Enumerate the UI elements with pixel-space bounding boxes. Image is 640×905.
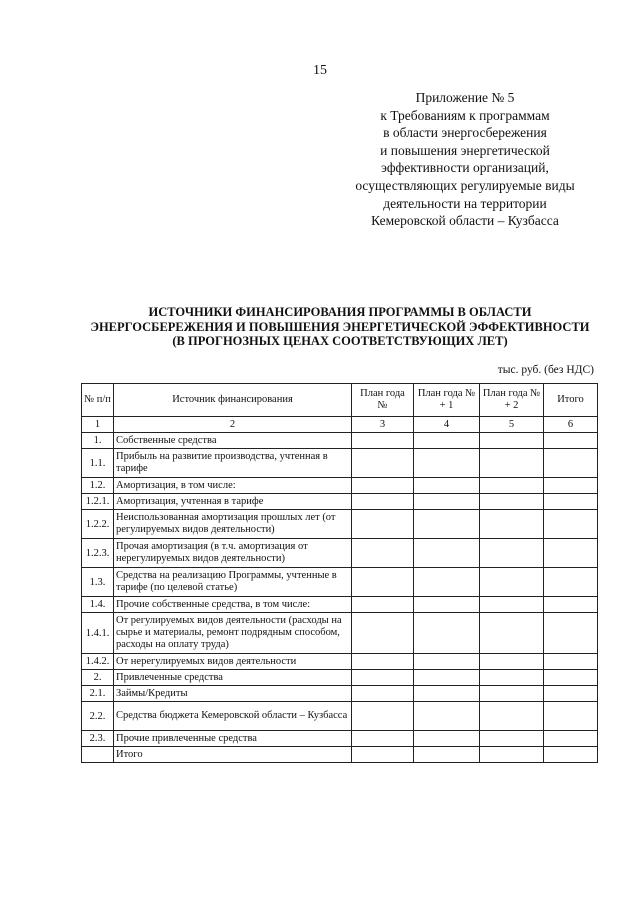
row-num: 2.2. — [82, 702, 114, 731]
value-cell — [480, 731, 544, 747]
page-number: 15 — [313, 63, 327, 78]
table-row — [82, 731, 598, 747]
index-row — [82, 417, 598, 433]
appendix-line: Кемеровской области – Кузбасса — [371, 213, 559, 229]
value-cell — [544, 449, 598, 478]
table-row-total — [82, 747, 598, 763]
value-cell — [352, 613, 414, 654]
value-cell — [352, 731, 414, 747]
index-cell: 2 — [114, 417, 352, 433]
value-cell — [352, 654, 414, 670]
row-source: Средства бюджета Кемеровской области – Кузбасса — [114, 702, 352, 731]
index-cell: 4 — [414, 417, 480, 433]
table-row — [82, 449, 598, 478]
document-title — [90, 305, 590, 349]
value-cell — [480, 597, 544, 613]
table-row — [82, 539, 598, 568]
value-cell — [352, 670, 414, 686]
value-cell — [480, 510, 544, 539]
header-total: Итого — [544, 384, 598, 417]
value-cell — [414, 747, 480, 763]
value-cell — [480, 449, 544, 478]
row-source: Прочая амортизация (в т.ч. амортизация от нерегулируемых видов деятельности) — [114, 539, 352, 568]
row-num: 1.1. — [82, 449, 114, 478]
row-source: Итого — [114, 747, 352, 763]
value-cell — [544, 539, 598, 568]
row-num: 1. — [82, 433, 114, 449]
value-cell — [414, 686, 480, 702]
table-row — [82, 478, 598, 494]
value-cell — [544, 747, 598, 763]
value-cell — [480, 686, 544, 702]
value-cell — [414, 539, 480, 568]
value-cell — [352, 702, 414, 731]
appendix-line: в области энергосбережения — [383, 125, 547, 141]
value-cell — [414, 654, 480, 670]
title-line: ИСТОЧНИКИ ФИНАНСИРОВАНИЯ ПРОГРАММЫ В ОБЛАСТИ — [148, 305, 532, 319]
value-cell — [352, 433, 414, 449]
row-num: 1.4. — [82, 597, 114, 613]
value-cell — [544, 568, 598, 597]
value-cell — [480, 539, 544, 568]
appendix-line: деятельности на территории — [383, 195, 547, 211]
row-source: Собственные средства — [114, 433, 352, 449]
title-line: ЭНЕРГОСБЕРЕЖЕНИЯ И ПОВЫШЕНИЯ ЭНЕРГЕТИЧЕСКОЙ ЭФФЕКТИВНОСТИ — [90, 319, 590, 334]
table-row — [82, 494, 598, 510]
row-num: 1.4.1. — [82, 613, 114, 654]
value-cell — [544, 478, 598, 494]
row-num: 1.2.2. — [82, 510, 114, 539]
value-cell — [544, 686, 598, 702]
row-num: 1.4.2. — [82, 654, 114, 670]
appendix-line: и повышения энергетической — [380, 142, 550, 158]
header-source: Источник финансирования — [114, 384, 352, 417]
row-source: От нерегулируемых видов деятельности — [114, 654, 352, 670]
row-num: 1.2. — [82, 478, 114, 494]
value-cell — [480, 568, 544, 597]
table-row — [82, 510, 598, 539]
value-cell — [352, 478, 414, 494]
row-num — [82, 747, 114, 763]
value-cell — [480, 654, 544, 670]
row-source: Займы/Кредиты — [114, 686, 352, 702]
value-cell — [414, 670, 480, 686]
value-cell — [414, 433, 480, 449]
header-plan-year-plus-1: План года № + 1 — [414, 384, 480, 417]
value-cell — [544, 654, 598, 670]
value-cell — [352, 568, 414, 597]
value-cell — [544, 731, 598, 747]
value-cell — [414, 449, 480, 478]
table-row — [82, 670, 598, 686]
index-cell: 5 — [480, 417, 544, 433]
appendix-block — [340, 89, 590, 230]
row-source: Прочие привлеченные средства — [114, 731, 352, 747]
index-cell: 1 — [82, 417, 114, 433]
table-row — [82, 568, 598, 597]
row-source: Неиспользованная амортизация прошлых лет (от регулируемых видов деятельности) — [114, 510, 352, 539]
table-row — [82, 702, 598, 731]
value-cell — [414, 510, 480, 539]
value-cell — [544, 670, 598, 686]
row-num: 1.2.1. — [82, 494, 114, 510]
value-cell — [480, 670, 544, 686]
units-note: тыс. руб. (без НДС) — [497, 364, 594, 376]
table-header-row — [82, 384, 598, 417]
index-cell: 6 — [544, 417, 598, 433]
value-cell — [544, 494, 598, 510]
table-row — [82, 433, 598, 449]
appendix-line: эффективности организаций, — [381, 160, 549, 176]
value-cell — [352, 597, 414, 613]
value-cell — [352, 449, 414, 478]
row-source: От регулируемых видов деятельности (расходы на сырье и материалы, ремонт подрядным способом, расходы на оплату труда) — [114, 613, 352, 654]
header-plan-year-plus-2: План года № + 2 — [480, 384, 544, 417]
header-plan-year: План года № — [352, 384, 414, 417]
value-cell — [480, 433, 544, 449]
value-cell — [414, 597, 480, 613]
table-row — [82, 613, 598, 654]
row-num: 1.2.3. — [82, 539, 114, 568]
title-line: (В ПРОГНОЗНЫХ ЦЕНАХ СООТВЕТСТВУЮЩИХ ЛЕТ) — [172, 334, 508, 348]
index-cell: 3 — [352, 417, 414, 433]
row-num: 2.3. — [82, 731, 114, 747]
value-cell — [480, 494, 544, 510]
financing-table — [81, 383, 598, 763]
row-num: 2. — [82, 670, 114, 686]
value-cell — [544, 510, 598, 539]
value-cell — [480, 702, 544, 731]
row-source: Прибыль на развитие производства, учтенная в тарифе — [114, 449, 352, 478]
row-source: Амортизация, учтенная в тарифе — [114, 494, 352, 510]
row-source: Прочие собственные средства, в том числе: — [114, 597, 352, 613]
value-cell — [414, 702, 480, 731]
appendix-line: к Требованиям к программам — [380, 107, 550, 123]
table-row — [82, 686, 598, 702]
value-cell — [414, 568, 480, 597]
value-cell — [352, 747, 414, 763]
appendix-line: осуществляющих регулируемые виды — [355, 177, 575, 193]
value-cell — [480, 747, 544, 763]
value-cell — [414, 731, 480, 747]
value-cell — [414, 613, 480, 654]
row-num: 1.3. — [82, 568, 114, 597]
value-cell — [414, 478, 480, 494]
value-cell — [544, 613, 598, 654]
value-cell — [414, 494, 480, 510]
value-cell — [480, 613, 544, 654]
value-cell — [352, 494, 414, 510]
value-cell — [352, 510, 414, 539]
table-row — [82, 597, 598, 613]
value-cell — [480, 478, 544, 494]
row-num: 2.1. — [82, 686, 114, 702]
value-cell — [544, 597, 598, 613]
row-source: Амортизация, в том числе: — [114, 478, 352, 494]
row-source: Привлеченные средства — [114, 670, 352, 686]
value-cell — [352, 539, 414, 568]
value-cell — [544, 433, 598, 449]
value-cell — [352, 686, 414, 702]
header-num: № п/п — [82, 384, 114, 417]
value-cell — [544, 702, 598, 731]
table-row — [82, 654, 598, 670]
row-source: Средства на реализацию Программы, учтенные в тарифе (по целевой статье) — [114, 568, 352, 597]
appendix-line: Приложение № 5 — [415, 90, 515, 105]
